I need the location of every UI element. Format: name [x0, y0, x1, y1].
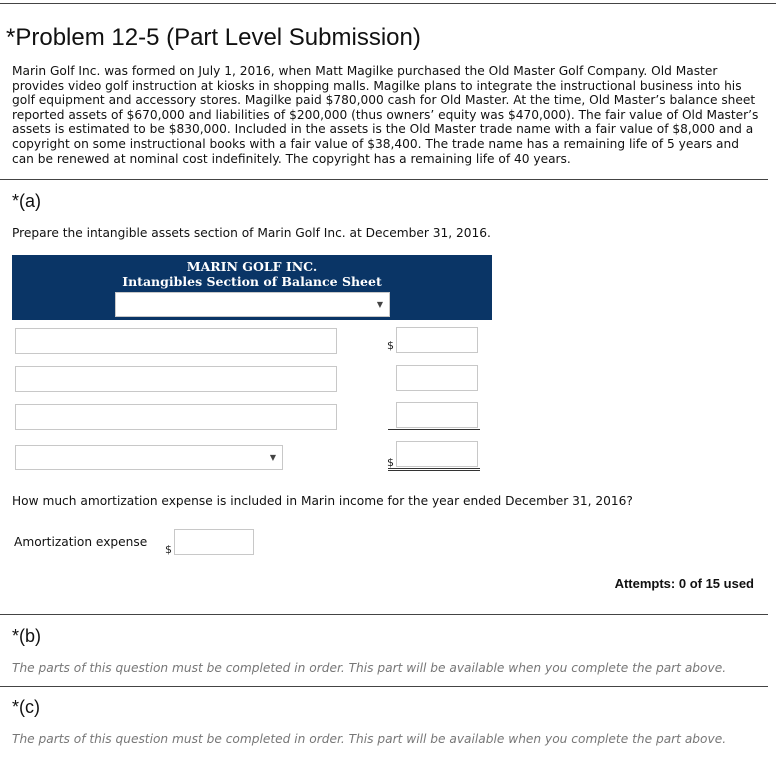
top-divider	[0, 3, 776, 4]
intangible-amount-input-2[interactable]	[396, 365, 478, 391]
date-select[interactable]	[115, 292, 390, 317]
section-divider-a	[0, 179, 768, 180]
intangible-label-input-3[interactable]	[15, 404, 337, 430]
dollar-sign-1: $	[387, 339, 394, 352]
balance-sheet-header	[12, 255, 492, 320]
intangible-amount-input-1[interactable]	[396, 327, 478, 353]
total-amount-input[interactable]	[396, 441, 478, 467]
part-a-instruction: Prepare the intangible assets section of Marin Golf Inc. at December 31, 2016.	[12, 226, 491, 240]
dollar-sign-total: $	[387, 456, 394, 469]
part-c-locked-message: The parts of this question must be completed in order. This part will be available when you complete the part above.	[12, 732, 727, 746]
section-divider-b	[0, 614, 768, 615]
total-double-underline	[388, 468, 480, 471]
sheet-subtitle: Intangibles Section of Balance Sheet	[122, 274, 382, 289]
problem-description: Marin Golf Inc. was formed on July 1, 2016, when Matt Magilke purchased the Old Master Golf Company. Old Master provides video golf instruction at kiosks in shopping malls. Magilke plans to integrate the instructional business into his golf equipment and accessory stores. Magilke paid $780,000 cash for Old Master. At the time, Old Master’s balance sheet reported assets of $670,000 and liabilities of $200,000 (thus owners’ equity was $470,000). The fair value of Old Master’s assets is estimated to be $830,000. Included in the assets is the Old Master trade name with a fair value of $8,000 and a copyright on some instructional books with a fair value of $38,400. The trade name has a remaining life of 5 years and can be renewed at nominal cost indefinitely. The copyright has a remaining life of 40 years.	[12, 64, 759, 166]
intangible-label-input-2[interactable]	[15, 366, 337, 392]
part-b-label: *(b)	[12, 626, 42, 646]
attempts-counter: Attempts: 0 of 15 used	[614, 576, 754, 591]
chevron-down-icon: ▼	[269, 453, 276, 462]
amortization-expense-input[interactable]	[174, 529, 254, 555]
amortization-expense-label: Amortization expense	[14, 535, 148, 549]
intangible-amount-input-3[interactable]	[396, 402, 478, 428]
problem-title: *Problem 12-5 (Part Level Submission)	[6, 24, 421, 51]
part-a-label: *(a)	[12, 191, 42, 211]
part-c-label: *(c)	[12, 697, 40, 717]
intangible-label-input-1[interactable]	[15, 328, 337, 354]
company-name: MARIN GOLF INC.	[186, 259, 318, 274]
amortization-question: How much amortization expense is included in Marin income for the year ended December 31, 2016?	[12, 494, 633, 508]
subtotal-underline	[388, 429, 480, 430]
section-divider-c	[0, 686, 768, 687]
chevron-down-icon: ▼	[376, 300, 383, 309]
total-label-select[interactable]	[15, 445, 283, 470]
dollar-sign-amortization: $	[165, 543, 172, 556]
part-b-locked-message: The parts of this question must be completed in order. This part will be available when you complete the part above.	[12, 661, 727, 675]
